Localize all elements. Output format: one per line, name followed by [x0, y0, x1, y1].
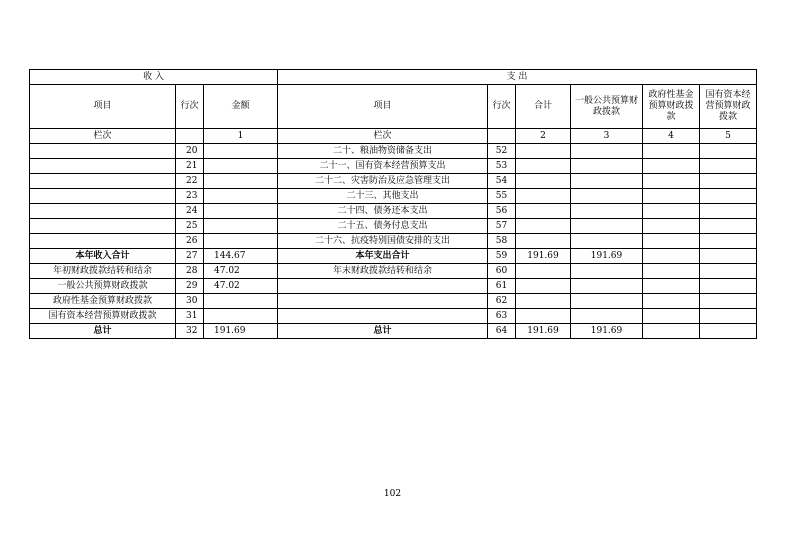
- total-value: [516, 219, 571, 234]
- general-budget-value: 191.69: [571, 249, 643, 264]
- right-item: 二十四、债务还本支出: [278, 204, 488, 219]
- fund-budget-value: [643, 234, 700, 249]
- right-item: 二十五、债务付息支出: [278, 219, 488, 234]
- header-line-no: 行次: [176, 85, 204, 129]
- left-item: [30, 204, 176, 219]
- table-row: [30, 249, 757, 264]
- total-value: [516, 309, 571, 324]
- left-amount: [204, 174, 278, 189]
- total-value: [516, 189, 571, 204]
- header-general-budget: 一般公共预算财政拨款: [571, 85, 643, 129]
- right-line-no: 58: [488, 234, 516, 249]
- page-number: 102: [383, 489, 402, 499]
- right-item: 二十、粮油物资储备支出: [278, 144, 488, 159]
- left-item: [30, 174, 176, 189]
- fund-budget-value: [643, 159, 700, 174]
- state-capital-value: [700, 249, 757, 264]
- left-item: [30, 189, 176, 204]
- state-capital-value: [700, 279, 757, 294]
- general-budget-value: [571, 234, 643, 249]
- right-item: 二十六、抗疫特别国债安排的支出: [278, 234, 488, 249]
- state-capital-value: [700, 159, 757, 174]
- general-budget-value: [571, 309, 643, 324]
- general-budget-value: 191.69: [571, 324, 643, 339]
- total-value: [516, 234, 571, 249]
- table-row: [30, 234, 757, 249]
- right-line-no: 55: [488, 189, 516, 204]
- index-label-right: 栏次: [278, 129, 488, 144]
- state-capital-value: [700, 174, 757, 189]
- right-item: 二十二、灾害防治及应急管理支出: [278, 174, 488, 189]
- left-line-no: 23: [176, 189, 204, 204]
- index-label-left: 栏次: [30, 129, 176, 144]
- left-line-no: 20: [176, 144, 204, 159]
- left-line-no: 31: [176, 309, 204, 324]
- general-budget-value: [571, 189, 643, 204]
- right-item: 二十三、其他支出: [278, 189, 488, 204]
- fund-budget-value: [643, 174, 700, 189]
- general-budget-value: [571, 264, 643, 279]
- state-capital-value: [700, 234, 757, 249]
- index-col-3: 3: [571, 129, 643, 144]
- right-item: 年末财政拨款结转和结余: [278, 264, 488, 279]
- left-amount: [204, 309, 278, 324]
- right-line-no: 60: [488, 264, 516, 279]
- left-amount: [204, 159, 278, 174]
- table-row: [30, 204, 757, 219]
- left-amount: [204, 219, 278, 234]
- fund-budget-value: [643, 249, 700, 264]
- index-col-4: 4: [643, 129, 700, 144]
- left-amount: 191.69: [204, 324, 278, 339]
- table-row: [30, 219, 757, 234]
- total-value: [516, 294, 571, 309]
- left-line-no: 25: [176, 219, 204, 234]
- total-value: [516, 144, 571, 159]
- header-total: 合计: [516, 85, 571, 129]
- state-capital-value: [700, 189, 757, 204]
- left-amount: [204, 234, 278, 249]
- left-line-no: 22: [176, 174, 204, 189]
- table-row: [30, 309, 757, 324]
- left-line-no: 30: [176, 294, 204, 309]
- left-amount: [204, 189, 278, 204]
- left-item: 一般公共预算财政拨款: [30, 279, 176, 294]
- right-item: [278, 309, 488, 324]
- fund-budget-value: [643, 309, 700, 324]
- right-item: [278, 279, 488, 294]
- fund-budget-value: [643, 324, 700, 339]
- table-row: [30, 174, 757, 189]
- table-row: [30, 324, 757, 339]
- header-item: 项目: [30, 85, 176, 129]
- general-budget-value: [571, 174, 643, 189]
- general-budget-value: [571, 204, 643, 219]
- header-line-no-right: 行次: [488, 85, 516, 129]
- index-col-2: 2: [516, 129, 571, 144]
- right-item: 总计: [278, 324, 488, 339]
- total-value: [516, 174, 571, 189]
- header-fund-budget: 政府性基金预算财政拨款: [643, 85, 700, 129]
- left-item: 国有资本经营预算财政拨款: [30, 309, 176, 324]
- table-row: [30, 144, 757, 159]
- fund-budget-value: [643, 294, 700, 309]
- left-amount: [204, 204, 278, 219]
- income-group-header: 收 入: [30, 70, 278, 85]
- right-line-no: 63: [488, 309, 516, 324]
- left-amount: 47.02: [204, 264, 278, 279]
- total-value: [516, 204, 571, 219]
- general-budget-value: [571, 279, 643, 294]
- index-col-5: 5: [700, 129, 757, 144]
- left-item: [30, 219, 176, 234]
- right-line-no: 59: [488, 249, 516, 264]
- header-amount: 金额: [204, 85, 278, 129]
- right-item: [278, 294, 488, 309]
- state-capital-value: [700, 324, 757, 339]
- table-row: [30, 279, 757, 294]
- state-capital-value: [700, 204, 757, 219]
- fund-budget-value: [643, 264, 700, 279]
- fund-budget-value: [643, 279, 700, 294]
- left-line-no: 29: [176, 279, 204, 294]
- state-capital-value: [700, 144, 757, 159]
- left-amount: 144.67: [204, 249, 278, 264]
- right-item: 二十一、国有资本经营预算支出: [278, 159, 488, 174]
- left-line-no: 27: [176, 249, 204, 264]
- fund-budget-value: [643, 144, 700, 159]
- right-line-no: 62: [488, 294, 516, 309]
- table-row: [30, 264, 757, 279]
- left-amount: 47.02: [204, 279, 278, 294]
- left-line-no: 21: [176, 159, 204, 174]
- left-amount: [204, 144, 278, 159]
- left-line-no: 24: [176, 204, 204, 219]
- expense-group-header: 支 出: [278, 70, 757, 85]
- right-line-no: 54: [488, 174, 516, 189]
- state-capital-value: [700, 219, 757, 234]
- fund-budget-value: [643, 189, 700, 204]
- left-item: [30, 144, 176, 159]
- right-line-no: 57: [488, 219, 516, 234]
- left-item: [30, 159, 176, 174]
- total-value: [516, 279, 571, 294]
- total-value: 191.69: [516, 249, 571, 264]
- right-line-no: 53: [488, 159, 516, 174]
- total-value: [516, 159, 571, 174]
- left-line-no: 28: [176, 264, 204, 279]
- general-budget-value: [571, 219, 643, 234]
- right-line-no: 56: [488, 204, 516, 219]
- right-line-no: 64: [488, 324, 516, 339]
- right-line-no: 52: [488, 144, 516, 159]
- state-capital-value: [700, 294, 757, 309]
- index-empty: [176, 129, 204, 144]
- budget-table: [29, 69, 757, 339]
- total-value: 191.69: [516, 324, 571, 339]
- left-item: [30, 234, 176, 249]
- state-capital-value: [700, 264, 757, 279]
- left-item: 政府性基金预算财政拨款: [30, 294, 176, 309]
- left-line-no: 32: [176, 324, 204, 339]
- right-line-no: 61: [488, 279, 516, 294]
- general-budget-value: [571, 144, 643, 159]
- total-value: [516, 264, 571, 279]
- state-capital-value: [700, 309, 757, 324]
- left-line-no: 26: [176, 234, 204, 249]
- left-item: 本年收入合计: [30, 249, 176, 264]
- left-amount: [204, 294, 278, 309]
- table-row: [30, 189, 757, 204]
- right-item: 本年支出合计: [278, 249, 488, 264]
- index-col-1: 1: [204, 129, 278, 144]
- fund-budget-value: [643, 219, 700, 234]
- left-item: 年初财政拨款结转和结余: [30, 264, 176, 279]
- header-item-right: 项目: [278, 85, 488, 129]
- table-row: [30, 294, 757, 309]
- left-item: 总计: [30, 324, 176, 339]
- header-state-capital-budget: 国有资本经营预算财政拨款: [700, 85, 757, 129]
- fund-budget-value: [643, 204, 700, 219]
- general-budget-value: [571, 159, 643, 174]
- general-budget-value: [571, 294, 643, 309]
- table-row: [30, 159, 757, 174]
- index-empty: [488, 129, 516, 144]
